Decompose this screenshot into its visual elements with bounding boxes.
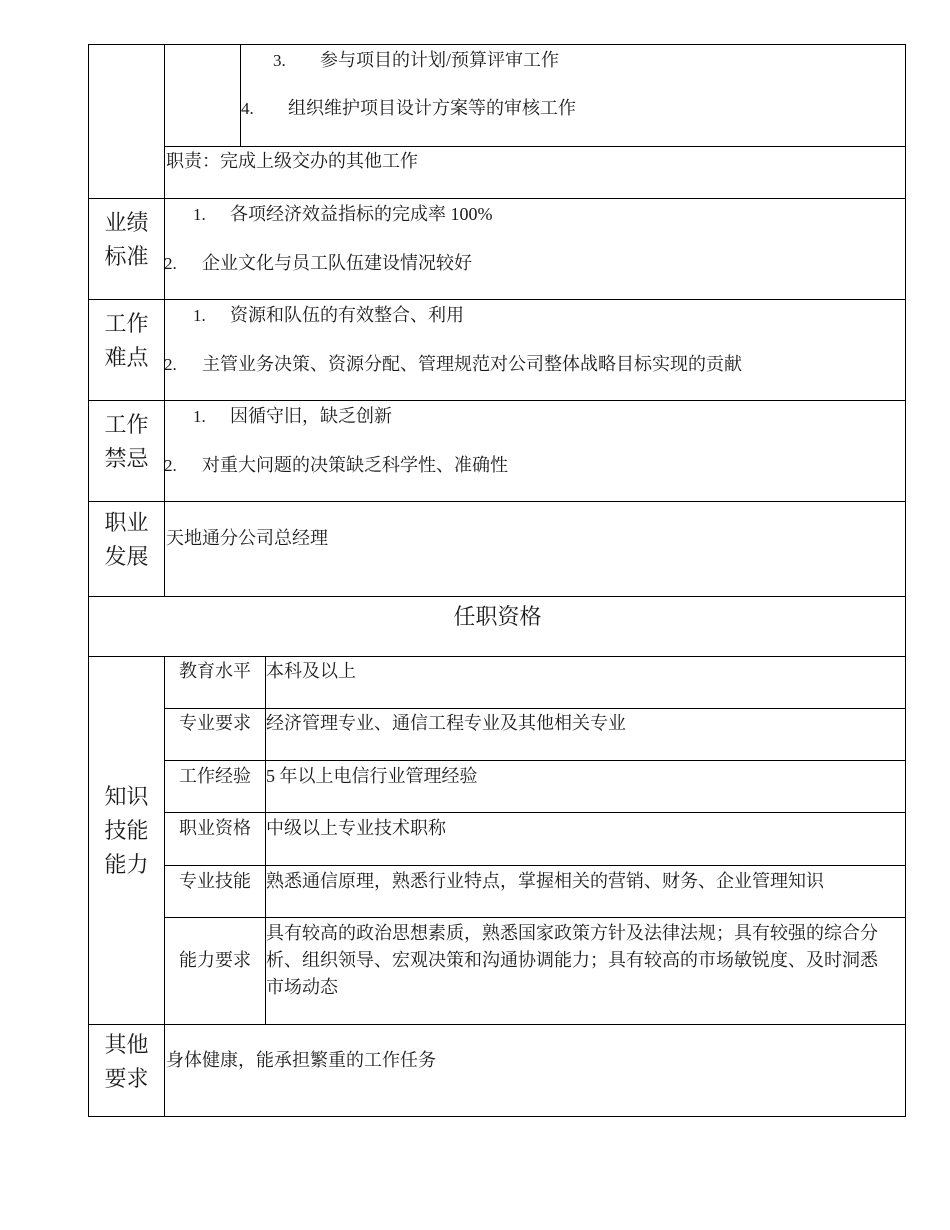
experience-value: 5 年以上电信行业管理经验 [266,766,478,786]
ability-label: 能力要求 [179,950,251,970]
label-column-divider [164,44,165,596]
label-line: 要求 [104,1066,149,1091]
label-line: 发展 [104,544,149,569]
list-number: 1. [193,205,206,224]
duties-indent-divider [240,44,241,146]
duty-item-number: 3. [273,51,286,70]
duty-item-text: 参与项目的计划/预算评审工作 [320,50,559,70]
skills-label: 专业技能 [179,871,251,891]
career-text: 天地通分公司总经理 [166,528,328,548]
row-divider [164,917,906,918]
ability-value: 具有较高的政治思想素质，熟悉国家政策方针及法律法规；具有较强的综合分析、组织领导、宏观决策和沟通协调能力；具有较高的市场敏锐度、及时洞悉市场动态 [266,923,878,997]
taboo-label [89,408,164,476]
duty-other-text: 职责：完成上级交办的其他工作 [166,151,418,171]
label-line: 难点 [104,345,149,370]
list-number: 2. [164,456,177,475]
row-divider [88,501,906,502]
label-line: 职业 [104,510,149,535]
major-label: 专业要求 [179,713,251,733]
certification-label: 职业资格 [179,818,251,838]
duty-item-number: 4. [241,99,254,118]
row-divider [164,146,906,147]
skills-value: 熟悉通信原理，熟悉行业特点，掌握相关的营销、财务、企业管理知识 [266,871,824,891]
list-number: 1. [193,407,206,426]
row-divider [88,596,906,597]
list-item-text: 因循守旧，缺乏创新 [230,406,392,426]
label-line: 工作 [104,311,149,336]
other-text: 身体健康，能承担繁重的工作任务 [166,1050,436,1070]
list-number: 2. [164,355,177,374]
list-number: 1. [193,306,206,325]
row-divider [88,198,906,199]
list-item-text: 对重大问题的决策缺乏科学性、准确性 [202,455,508,475]
row-divider [164,812,906,813]
qualification-heading: 任职资格 [453,604,542,629]
label-line: 禁忌 [104,446,149,471]
certification-value: 中级以上专业技术职称 [266,818,446,838]
row-divider [164,708,906,709]
other-label [89,1028,164,1096]
label-line: 业绩 [104,210,149,235]
performance-label [89,206,164,274]
label-line: 工作 [104,412,149,437]
label-line: 技能 [104,818,149,843]
list-item-text: 各项经济效益指标的完成率 100% [230,204,493,224]
knowledge-label [89,780,164,882]
education-label: 教育水平 [179,661,251,681]
row-divider [88,299,906,300]
row-divider [164,760,906,761]
label-line: 能力 [104,852,149,877]
label-line: 标准 [104,244,149,269]
major-value: 经济管理专业、通信工程专业及其他相关专业 [266,713,626,733]
row-divider [88,656,906,657]
list-item-text: 企业文化与员工队伍建设情况较好 [202,253,472,273]
list-number: 2. [164,254,177,273]
list-item-text: 主管业务决策、资源分配、管理规范对公司整体战略目标实现的贡献 [202,354,742,374]
experience-label: 工作经验 [179,766,251,786]
row-divider [164,865,906,866]
career-label [89,506,164,574]
row-divider [88,1024,906,1025]
label-line: 知识 [104,784,149,809]
list-item-text: 资源和队伍的有效整合、利用 [230,305,464,325]
label-line: 其他 [104,1032,149,1057]
row-divider [88,400,906,401]
duty-item-text: 组织维护项目设计方案等的审核工作 [288,98,576,118]
difficulty-label [89,307,164,375]
education-value: 本科及以上 [266,661,356,681]
